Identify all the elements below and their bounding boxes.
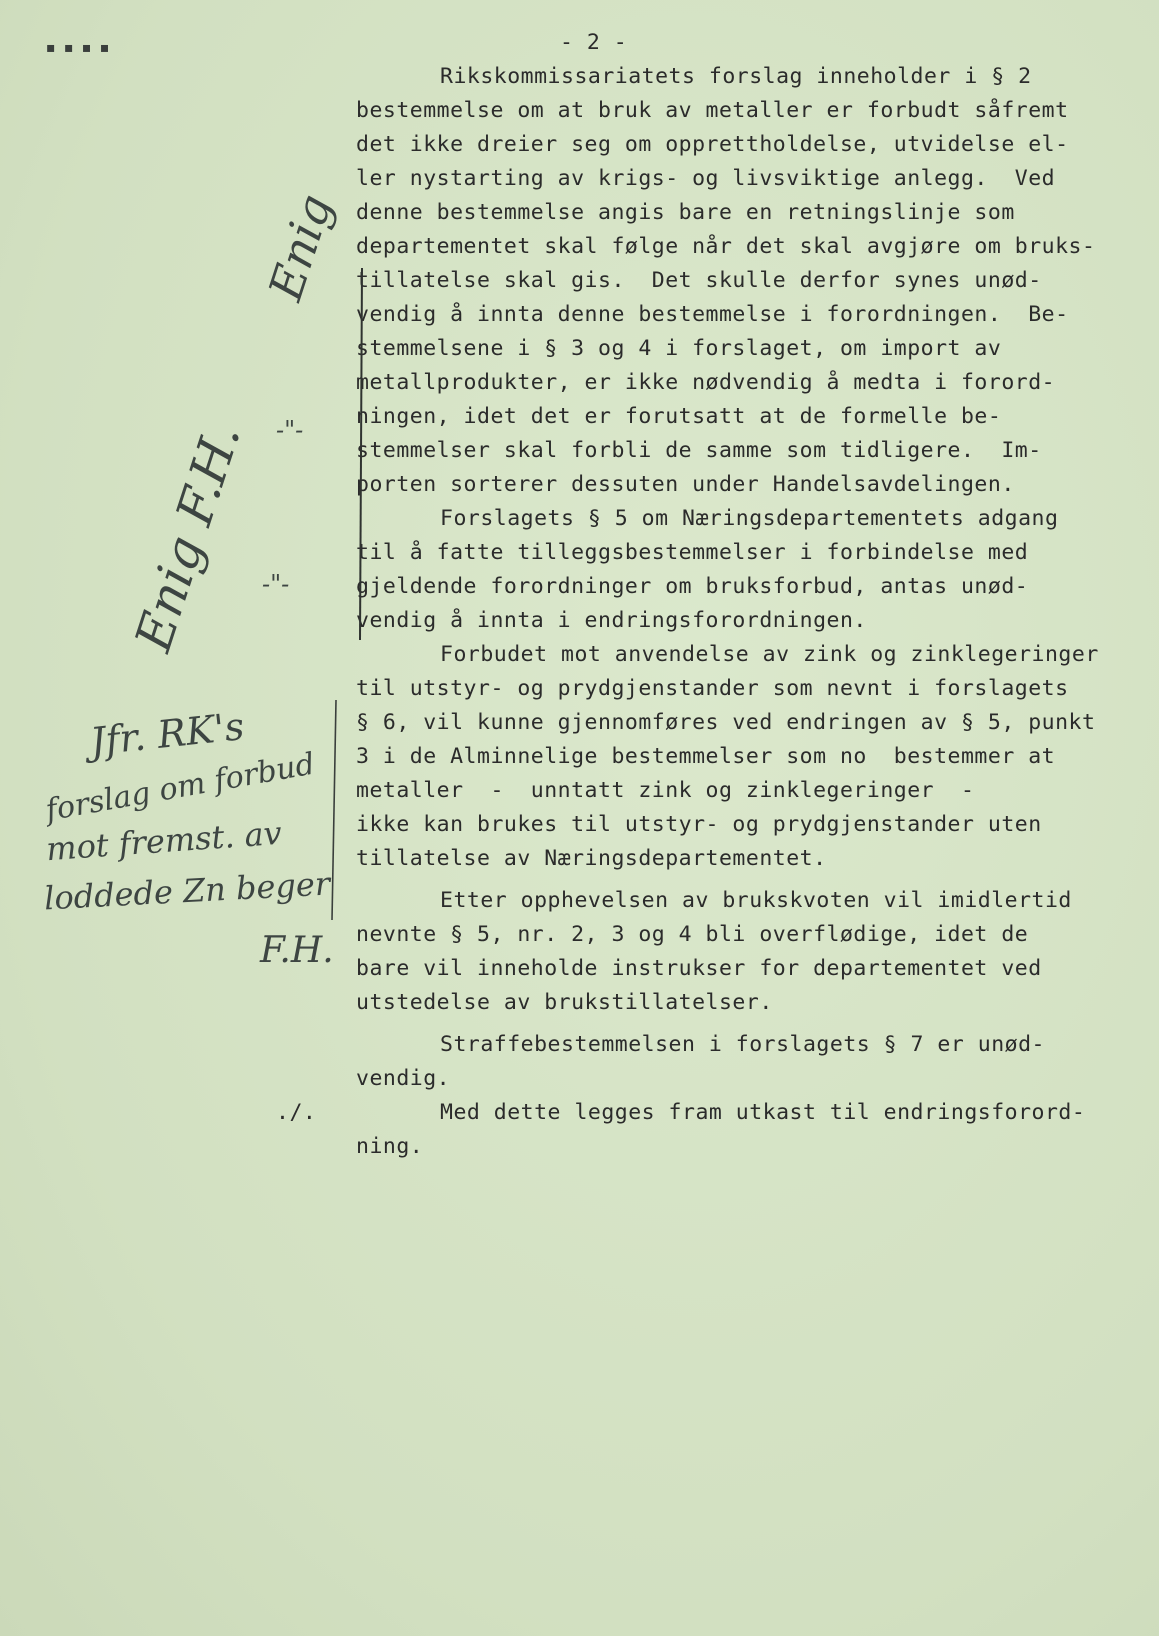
text-line: Straffebestemmelsen i forslagets § 7 er unød- bbox=[440, 1032, 1045, 1057]
margin-note-line: Jfr. RK's bbox=[88, 704, 247, 764]
text-line: stemmelsene i § 3 og 4 i forslaget, om import av bbox=[356, 336, 1002, 361]
text-line: gjeldende forordninger om bruksforbud, antas unød- bbox=[356, 574, 1029, 599]
text-line: vendig å innta denne bestemmelse i forordningen. Be- bbox=[356, 302, 1069, 327]
margin-note-enig-fh: Enig F.H. bbox=[124, 416, 252, 658]
text-line: Etter opphevelsen av brukskvoten vil imidlertid bbox=[440, 888, 1072, 913]
margin-note-line: mot fremst. av bbox=[44, 813, 283, 869]
margin-note-line: forslag om forbud bbox=[43, 746, 318, 829]
text-line: 3 i de Alminnelige bestemmelser som no bestemmer at bbox=[356, 744, 1056, 769]
text-line: departementet skal følge når det skal avgjøre om bruks- bbox=[356, 234, 1096, 259]
text-line: ikke kan brukes til utstyr- og prydgjenstander uten bbox=[356, 812, 1042, 837]
enclosure-mark: ./. bbox=[276, 1100, 317, 1125]
text-line: vendig. bbox=[356, 1066, 451, 1091]
text-line: nevnte § 5, nr. 2, 3 og 4 bli overflødige, idet de bbox=[356, 922, 1029, 947]
margin-dash-mark: -"- bbox=[262, 570, 290, 598]
text-line: utstedelse av brukstillatelser. bbox=[356, 990, 773, 1015]
text-line: denne bestemmelse angis bare en retningslinje som bbox=[356, 200, 1015, 225]
text-line: vendig å innta i endringsforordningen. bbox=[356, 608, 867, 633]
text-line: metaller - unntatt zink og zinklegeringer - bbox=[356, 778, 975, 803]
margin-note-line: F.H. bbox=[260, 930, 334, 971]
text-line: tillatelse skal gis. Det skulle derfor synes unød- bbox=[356, 268, 1042, 293]
text-line: § 6, vil kunne gjennomføres ved endringen av § 5, punkt bbox=[356, 710, 1096, 735]
text-line: bestemmelse om at bruk av metaller er forbudt såfremt bbox=[356, 98, 1069, 123]
text-line: Forbudet mot anvendelse av zink og zinklegeringer bbox=[440, 642, 1099, 667]
text-line: ningen, idet det er forutsatt at de formelle be- bbox=[356, 404, 1002, 429]
text-line: stemmelser skal forbli de samme som tidligere. Im- bbox=[356, 438, 1042, 463]
text-line: Med dette legges fram utkast til endringsforord- bbox=[440, 1100, 1086, 1125]
text-line: til å fatte tilleggsbestemmelser i forbindelse med bbox=[356, 540, 1029, 565]
text-line: til utstyr- og prydgjenstander som nevnt i forslagets bbox=[356, 676, 1069, 701]
page-number: - 2 - bbox=[560, 30, 628, 55]
text-line: Forslagets § 5 om Næringsdepartementets adgang bbox=[440, 506, 1059, 531]
text-line: bare vil inneholde instrukser for departementet ved bbox=[356, 956, 1042, 981]
top-left-speck: ▪ ▪ ▪ ▪ bbox=[46, 40, 112, 56]
margin-note-line: loddede Zn beger bbox=[43, 864, 331, 918]
text-line: metallprodukter, er ikke nødvendig å medta i forord- bbox=[356, 370, 1056, 395]
text-line: ning. bbox=[356, 1134, 424, 1159]
margin-note-enig: Enig bbox=[258, 187, 343, 307]
text-line: Rikskommissariatets forslag inneholder i § 2 bbox=[440, 64, 1032, 89]
text-line: porten sorterer dessuten under Handelsavdelingen. bbox=[356, 472, 1015, 497]
margin-dash-mark: -"- bbox=[276, 416, 304, 444]
text-line: det ikke dreier seg om opprettholdelse, utvidelse el- bbox=[356, 132, 1069, 157]
text-line: tillatelse av Næringsdepartementet. bbox=[356, 846, 827, 871]
text-line: ler nystarting av krigs- og livsviktige anlegg. Ved bbox=[356, 166, 1056, 191]
